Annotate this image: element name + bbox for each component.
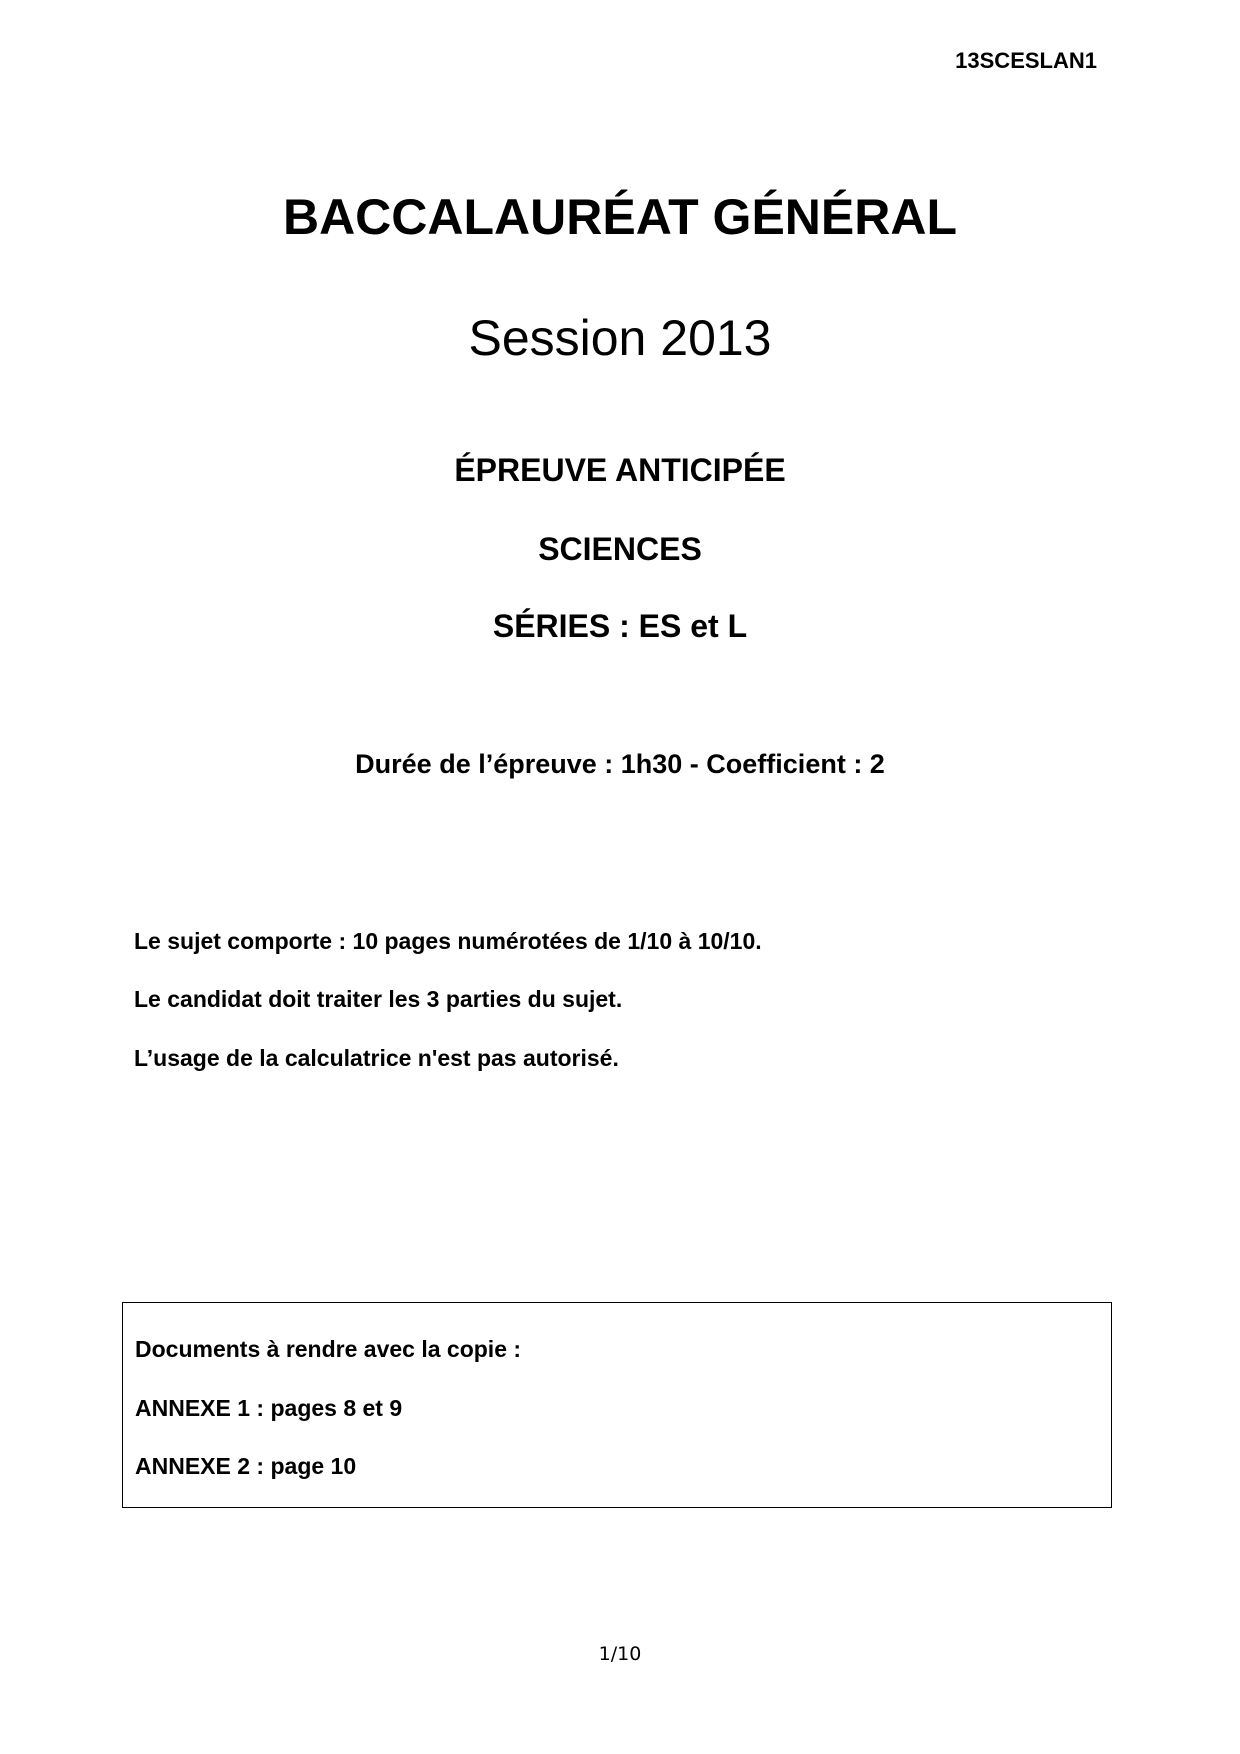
documents-box bbox=[122, 1302, 1112, 1508]
instruction-parts: Le candidat doit traiter les 3 parties du sujet. bbox=[134, 986, 623, 1012]
exam-type: ÉPREUVE ANTICIPÉE bbox=[454, 452, 786, 488]
annex-item: ANNEXE 1 : pages 8 et 9 bbox=[135, 1395, 403, 1421]
document-title: BACCALAURÉAT GÉNÉRAL bbox=[282, 189, 958, 245]
instruction-page-count: Le sujet comporte : 10 pages numérotées de 1/10 à 10/10. bbox=[134, 928, 762, 954]
documents-heading: Documents à rendre avec la copie : bbox=[135, 1336, 522, 1362]
exam-series: SÉRIES : ES et L bbox=[492, 608, 748, 644]
session-year: Session 2013 bbox=[468, 310, 772, 366]
annex-item: ANNEXE 2 : page 10 bbox=[135, 1453, 357, 1479]
instruction-calculator: L’usage de la calculatrice n'est pas autorisé. bbox=[134, 1045, 619, 1071]
page-number: 1/10 bbox=[598, 1643, 642, 1665]
exam-subject: SCIENCES bbox=[538, 531, 702, 567]
document-code: 13SCESLAN1 bbox=[955, 48, 1097, 73]
exam-duration: Durée de l’épreuve : 1h30 - Coefficient : 2 bbox=[355, 749, 885, 779]
